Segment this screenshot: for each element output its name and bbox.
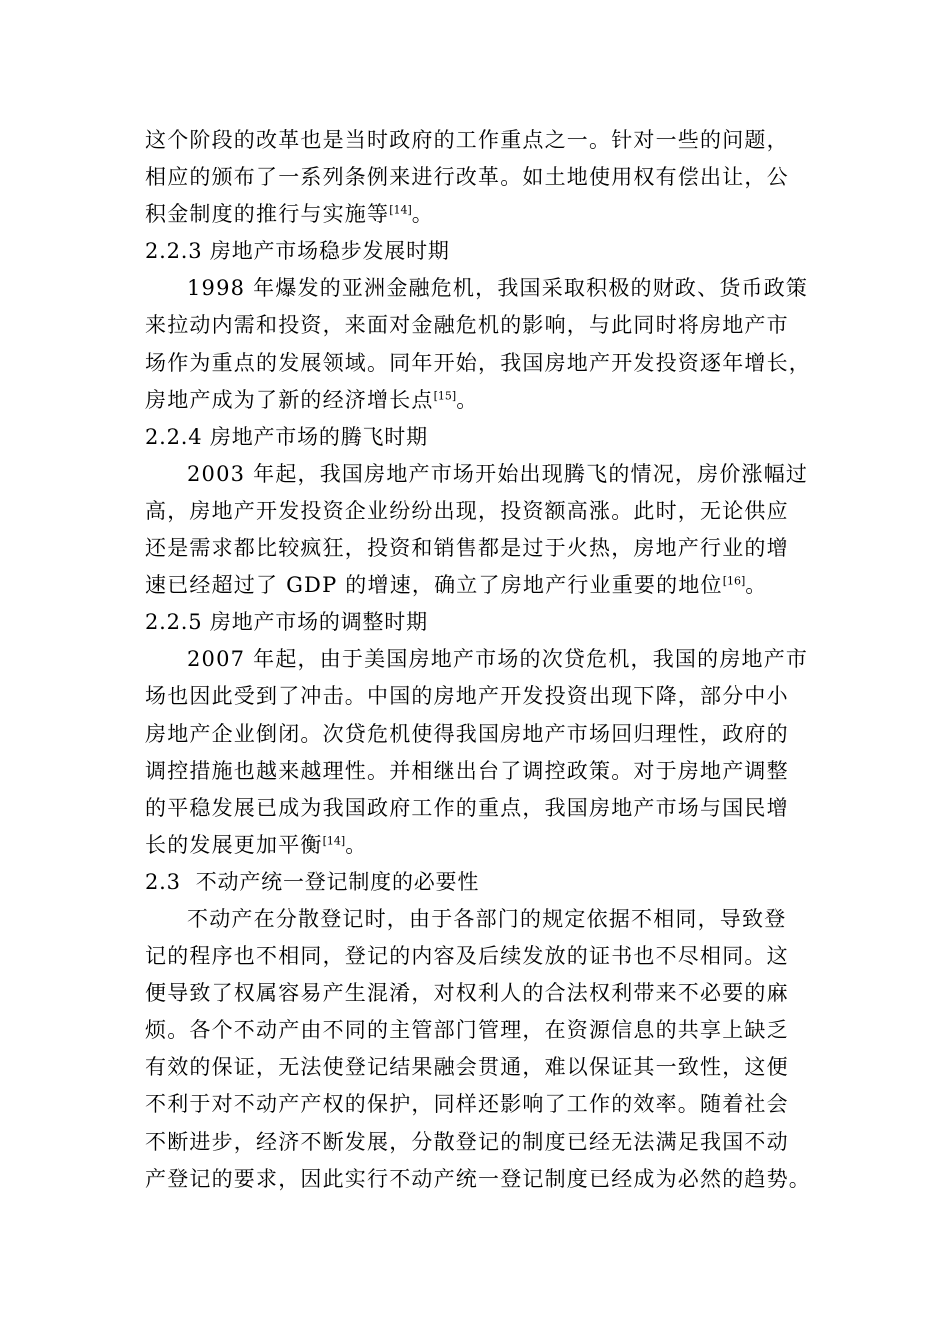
body-text-line: 不断进步，经济不断发展，分散登记的制度已经无法满足我国不动 bbox=[145, 1129, 789, 1154]
body-text-line: 2003 年起，我国房地产市场开始出现腾飞的情况，房价涨幅过 bbox=[187, 461, 809, 486]
body-text-line: 不利于对不动产产权的保护，同样还影响了工作的效率。随着社会 bbox=[145, 1092, 789, 1117]
body-text-line: 记的程序也不相同，登记的内容及后续发放的证书也不尽相同。这 bbox=[145, 944, 789, 969]
body-text-line: 相应的颁布了一系列条例来进行改革。如土地使用权有偿出让，公 bbox=[145, 165, 789, 190]
section-heading-2-2-3: 2.2.3 房地产市场稳步发展时期 bbox=[145, 239, 450, 264]
body-text-line: 速已经超过了 GDP 的增速，确立了房地产行业重要的地位[16]。 bbox=[145, 573, 768, 598]
body-text-line: 高，房地产开发投资企业纷纷出现，投资额高涨。此时，无论供应 bbox=[145, 498, 789, 523]
citation-ref: [14] bbox=[322, 834, 346, 848]
body-text-line: 的平稳发展已成为我国政府工作的重点，我国房地产市场与国民增 bbox=[145, 795, 789, 820]
section-heading-2-2-4: 2.2.4 房地产市场的腾飞时期 bbox=[145, 424, 428, 449]
body-text-line: 积金制度的推行与实施等[14]。 bbox=[145, 202, 434, 227]
body-text-line: 便导致了权属容易产生混淆，对权利人的合法权利带来不必要的麻 bbox=[145, 981, 789, 1006]
body-text-line: 房地产企业倒闭。次贷危机使得我国房地产市场回归理性，政府的 bbox=[145, 721, 789, 746]
body-text-line: 1998 年爆发的亚洲金融危机，我国采取积极的财政、货币政策 bbox=[187, 276, 809, 301]
body-text-line: 2007 年起，由于美国房地产市场的次贷危机，我国的房地产市 bbox=[187, 647, 809, 672]
body-text-line: 来拉动内需和投资，来面对金融危机的影响，与此同时将房地产市 bbox=[145, 313, 789, 338]
body-text-line: 产登记的要求，因此实行不动产统一登记制度已经成为必然的趋势。 bbox=[145, 1166, 811, 1191]
section-heading-2-2-5: 2.2.5 房地产市场的调整时期 bbox=[145, 610, 428, 635]
body-text-line: 调控措施也越来越理性。并相继出台了调控政策。对于房地产调整 bbox=[145, 758, 789, 783]
document-body bbox=[145, 122, 810, 1198]
body-text-line: 不动产在分散登记时，由于各部门的规定依据不相同，导致登 bbox=[187, 906, 787, 931]
body-text-line: 长的发展更加平衡[14]。 bbox=[145, 832, 368, 857]
body-text-line: 这个阶段的改革也是当时政府的工作重点之一。针对一些的问题， bbox=[145, 128, 789, 152]
body-text-line: 烦。各个不动产由不同的主管部门管理，在资源信息的共享上缺乏 bbox=[145, 1018, 789, 1043]
body-text-line: 还是需求都比较疯狂，投资和销售都是过于火热，房地产行业的增 bbox=[145, 536, 789, 561]
body-text-line: 房地产成为了新的经济增长点[15]。 bbox=[145, 387, 479, 412]
citation-ref: [15] bbox=[433, 388, 457, 402]
citation-ref: [14] bbox=[389, 203, 412, 217]
body-text-line: 场也因此受到了冲击。中国的房地产开发投资出现下降，部分中小 bbox=[145, 684, 789, 709]
section-heading-2-3: 2.3 不动产统一登记制度的必要性 bbox=[145, 869, 480, 894]
body-text-line: 有效的保证，无法使登记结果融会贯通，难以保证其一致性，这便 bbox=[145, 1055, 789, 1080]
citation-ref: [16] bbox=[722, 574, 746, 588]
body-text-line: 场作为重点的发展领域。同年开始，我国房地产开发投资逐年增长， bbox=[145, 350, 811, 375]
